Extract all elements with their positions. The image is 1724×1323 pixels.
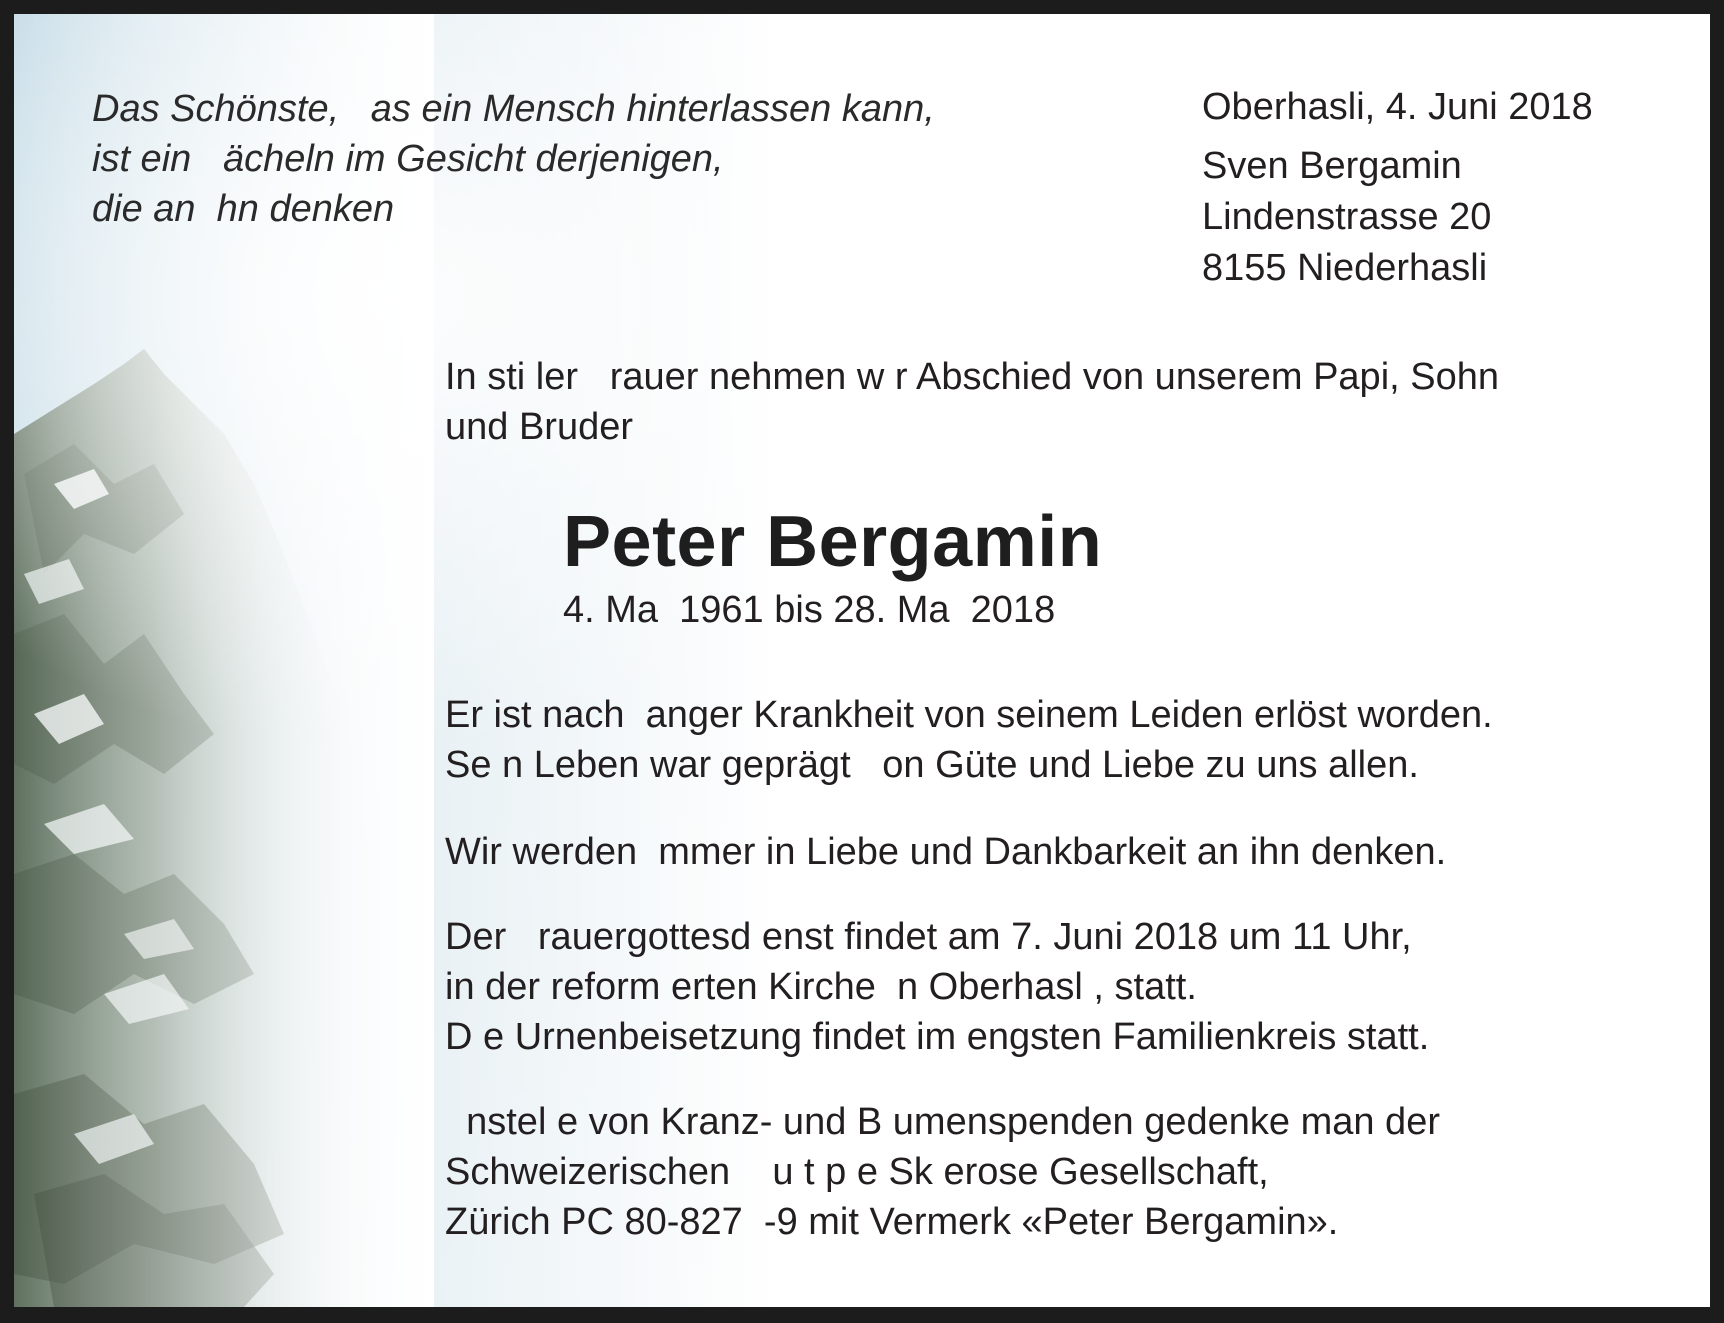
sender-name: Sven Bergamin — [1202, 145, 1462, 187]
sender-street: Lindenstrasse 20 — [1202, 196, 1492, 238]
donation-paragraph — [445, 1097, 1440, 1247]
sender-city: 8155 Niederhasli — [1202, 247, 1488, 289]
donation-line-1: nstel e von Kranz- und B umenspenden gedenke man der — [445, 1101, 1440, 1143]
memory-line-1: Wir werden mmer in Liebe und Dankbarkeit an ihn denken. — [445, 831, 1447, 873]
illness-line-2: Se n Leben war geprägt on Güte und Liebe zu uns allen. — [445, 744, 1419, 786]
donation-line-3: Zürich PC 80-827 -9 mit Vermerk «Peter Bergamin». — [445, 1201, 1339, 1243]
service-line-1: Der rauergottesd enst findet am 7. Juni 2018 um 11 Uhr, — [445, 916, 1412, 958]
service-paragraph — [445, 912, 1429, 1062]
quote-line-2: ist ein ächeln im Gesicht derjenigen, — [92, 138, 724, 180]
sender-address-block — [1202, 82, 1593, 294]
service-line-3: D e Urnenbeisetzung findet im engsten Familienkreis statt. — [445, 1016, 1430, 1058]
intro-line-2: und Bruder — [445, 406, 634, 448]
memory-paragraph — [445, 827, 1446, 877]
quote-line-3: die an hn denken — [92, 188, 395, 230]
memorial-quote — [92, 84, 935, 234]
illness-paragraph — [445, 690, 1493, 790]
intro-line-1: In sti ler rauer nehmen w r Abschied von unserem Papi, Sohn — [445, 356, 1499, 398]
quote-line-1: Das Schönste, as ein Mensch hinterlassen kann, — [92, 88, 935, 130]
life-dates: 4. Ma 1961 bis 28. Ma 2018 — [563, 589, 1056, 631]
deceased-block — [563, 500, 1102, 634]
illness-line-1: Er ist nach anger Krankheit von seinem Leiden erlöst worden. — [445, 694, 1493, 736]
donation-line-2: Schweizerischen u t p e Sk erose Gesellschaft, — [445, 1151, 1269, 1193]
place-and-date: Oberhasli, 4. Juni 2018 — [1202, 86, 1593, 128]
intro-text — [445, 352, 1499, 452]
deceased-name: Peter Bergamin — [563, 502, 1103, 582]
service-line-2: in der reform erten Kirche n Oberhasl , statt. — [445, 966, 1197, 1008]
